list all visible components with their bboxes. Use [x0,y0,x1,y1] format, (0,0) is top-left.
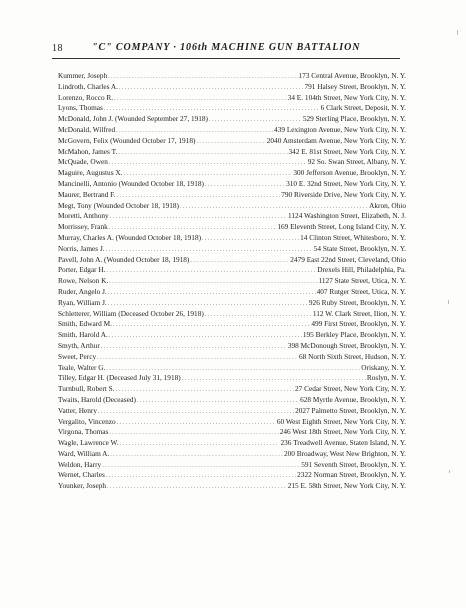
roster-entry [58,330,406,341]
member-name: Pavell, John A. (Wounded October 18, 1918) [58,254,190,264]
roster-entry [58,244,406,255]
dot-leader [106,364,360,374]
dot-leader [196,137,265,147]
roster-entry [58,222,406,233]
dot-leader [107,482,287,492]
roster-entry [58,470,406,481]
member-name: Megt, Tony (Wounded October 18, 1918) [58,200,179,210]
dot-leader [190,256,289,266]
member-name: Maurer, Bertrand F. [58,189,116,199]
member-address: 54 State Street, Brooklyn, N. Y. [313,243,406,253]
member-name: McMahon, James T. [58,146,118,156]
roster-entry [58,363,406,374]
member-name: Mancinelli, Antonio (Wounded October 18, 1918) [58,178,204,188]
dot-leader [116,191,280,201]
member-name: Vergalito, Vincenzo [58,416,116,426]
member-address: 398 McDonough Street, Brooklyn, N. Y. [287,340,406,350]
member-address: 246 West 18th Street, New York City, N. Y. [279,427,406,437]
member-name: Norris, James J. [58,243,105,253]
member-address: Akron, Ohio [369,200,406,210]
member-name: Maguire, Augustus X. [58,168,123,178]
member-name: Twaits, Harold (Deceased) [58,394,136,404]
member-address: 591 Seventh Street, Brooklyn, N. Y. [301,459,406,469]
scan-mark [448,300,449,304]
member-address: 215 E. 58th Street, New York City, N. Y. [287,481,406,491]
roster-entry [58,147,406,158]
member-address: 342 E. 81st Street, New York City, N. Y. [288,146,406,156]
roster-entry [58,481,406,492]
roster-entry [58,298,406,309]
roster-entry [58,125,406,136]
member-name: Morrissey, Frank [58,222,108,232]
member-name: McDonald, Wilfred [58,124,116,134]
dot-leader [119,83,303,93]
member-address: 499 First Street, Brooklyn, N. Y. [311,319,406,329]
dot-leader [109,277,317,287]
member-address: 2479 East 22nd Street, Cleveland, Ohio [290,254,406,264]
member-address: 34 E. 104th Street, New York City, N. Y. [287,92,406,102]
dot-leader [102,461,300,471]
member-address: 300 Jefferson Avenue, Brooklyn, N. Y. [293,168,406,178]
roster-entry [58,103,406,114]
member-address: 2322 Norman Street, Brooklyn, N. Y. [297,470,406,480]
member-name: Ruder, Angelo J. [58,286,107,296]
dot-leader [118,148,287,158]
member-name: Sweet, Percy [58,351,97,361]
member-address: 529 Sterling Place, Brooklyn, N. Y. [302,114,406,124]
running-title: "C" COMPANY · 106th MACHINE GUN BATTALION [92,42,361,53]
roster-entry [58,157,406,168]
member-address: 2027 Palmetto Street, Brooklyn, N. Y. [295,405,406,415]
member-address: 169 Eleventh Street, Long Island City, N. Y. [277,222,406,232]
member-name: Lindroth, Charles A. [58,81,118,91]
member-address: 926 Ruby Street, Brooklyn, N. Y. [308,297,406,307]
member-address: 628 Myrtle Avenue, Brooklyn, N. Y. [300,394,406,404]
member-name: Ryan, William J. [58,297,107,307]
roster-entry [58,319,406,330]
roster-entry [58,395,406,406]
dot-leader [108,72,297,82]
roster-entry [58,309,406,320]
dot-leader [205,180,285,190]
roster-entry [58,211,406,222]
member-address: 14 Clinton Street, Whitesboro, N. Y. [300,232,406,242]
scan-mark [457,30,458,35]
roster-entry [58,406,406,417]
dot-leader [98,407,294,417]
roster-list [58,71,406,492]
member-address: Drexels Hill, Philadelphia, Pa. [317,265,406,275]
member-address: 68 North Sixth Street, Hudson, N. Y. [298,351,406,361]
dot-leader [108,299,308,309]
roster-entry [58,427,406,438]
member-name: McGovern, Felix (Wounded October 17, 1918) [58,135,196,145]
member-name: Rowe, Nelson K. [58,276,109,286]
member-address: 1124 Washington Street, Elizabeth, N. J. [288,211,406,221]
dot-leader [109,158,307,168]
header-rule [52,58,400,59]
member-name: McQuade, Owen [58,157,108,167]
member-name: Moretti, Anthony [58,211,109,221]
member-name: Tilley, Edgar H. (Deceased July 31, 1918) [58,373,181,383]
member-name: Murray, Charles A. (Wounded October 18, 1918) [58,232,202,242]
member-name: Younker, Joseph [58,481,107,491]
dot-leader [113,320,310,330]
roster-entry [58,265,406,276]
member-address: 439 Lexington Avenue, New York City, N. Y. [274,124,406,134]
dot-leader [109,331,302,341]
dot-leader [116,126,273,136]
member-address: 310 E. 32nd Street, New York City, N. Y. [286,178,406,188]
member-name: Smith, Harold A. [58,330,108,340]
dot-leader [106,245,313,255]
member-name: Teale, Walter G. [58,362,106,372]
member-name: Smyth, Arthur [58,340,100,350]
member-address: 407 Rutger Street, Utica, N. Y. [316,286,406,296]
page-number: 18 [52,43,63,54]
dot-leader [107,266,317,276]
scan-mark [449,470,450,473]
dot-leader [108,288,316,298]
dot-leader [182,374,366,384]
member-address: 195 Berkley Place, Brooklyn, N. Y. [302,330,406,340]
member-name: Schletterer, William (Deceased October 26, 1918) [58,308,204,318]
member-name: Kummer, Joseph [58,71,108,80]
member-name: Porter, Edgar H. [58,265,106,275]
member-name: Lorenzo, Rocco R. [58,92,114,102]
roster-entry [58,82,406,93]
member-address: 2040 Amsterdam Avenue, New York City, N. Y. [266,135,406,145]
member-address: Oriskany, N. Y. [361,362,406,372]
member-name: Virgona, Thomas [58,427,109,437]
roster-entry [58,168,406,179]
roster-entry [58,136,406,147]
roster-entry [58,417,406,428]
member-name: Lyons, Thomas [58,103,103,113]
dot-leader [114,94,287,104]
member-address: 6 Clark Street, Deposit, N. Y. [320,103,406,113]
dot-leader [209,115,302,125]
member-address: 92 So. Swan Street, Albany, N. Y. [307,157,406,167]
member-address: 791 Halsey Street, Brooklyn, N. Y. [304,81,406,91]
member-name: Vatter, Henry [58,405,98,415]
roster-entry [58,438,406,449]
roster-entry [58,233,406,244]
dot-leader [202,234,299,244]
member-name: Wagle, Lawrence W. [58,438,119,448]
roster-entry [58,341,406,352]
roster-entry [58,114,406,125]
dot-leader [123,169,292,179]
dot-leader [109,223,277,233]
roster-entry [58,460,406,471]
roster-entry [58,93,406,104]
dot-leader [110,450,283,460]
member-name: Smith, Edward M. [58,319,112,329]
roster-entry [58,373,406,384]
dot-leader [104,104,320,114]
dot-leader [109,428,278,438]
page-header [52,42,400,58]
member-address: 60 West Eighth Street, New York City, N. Y. [276,416,406,426]
dot-leader [120,439,280,449]
roster-entry [58,287,406,298]
roster-entry [58,449,406,460]
member-name: Turnbull, Robert S. [58,384,115,394]
member-name: Weldon, Harry [58,459,102,469]
member-address: 1127 State Street, Utica, N. Y. [318,276,406,286]
dot-leader [180,202,368,212]
roster-entry [58,276,406,287]
member-address: 112 W. Clark Street, Ilion, N. Y. [312,308,406,318]
roster-entry [58,352,406,363]
dot-leader [117,418,276,428]
member-address: 173 Central Avenue, Brooklyn, N. Y. [298,71,406,80]
roster-entry [58,201,406,212]
member-address: 200 Broadway, West New Brighton, N. Y. [283,448,406,458]
member-name: Wernet, Charles [58,470,105,480]
dot-leader [116,385,294,395]
dot-leader [101,342,287,352]
member-address: 236 Treadwell Avenue, Staten Island, N. Y. [280,438,406,448]
roster-entry [58,179,406,190]
roster-entry [58,384,406,395]
dot-leader [110,212,287,222]
member-name: McDonald, John J. (Wounded September 27, 1918) [58,114,208,124]
roster-entry [58,255,406,266]
member-address: Roslyn, N. Y. [366,373,406,383]
roster-entry [58,190,406,201]
dot-leader [137,396,299,406]
member-name: Ward, William A. [58,448,110,458]
roster-entry [58,71,406,82]
member-address: 27 Cedar Street, New York City, N. Y. [294,384,406,394]
member-address: 790 Riverside Drive, New York City, N. Y. [281,189,406,199]
dot-leader [97,353,298,363]
dot-leader [106,471,296,481]
dot-leader [205,310,312,320]
